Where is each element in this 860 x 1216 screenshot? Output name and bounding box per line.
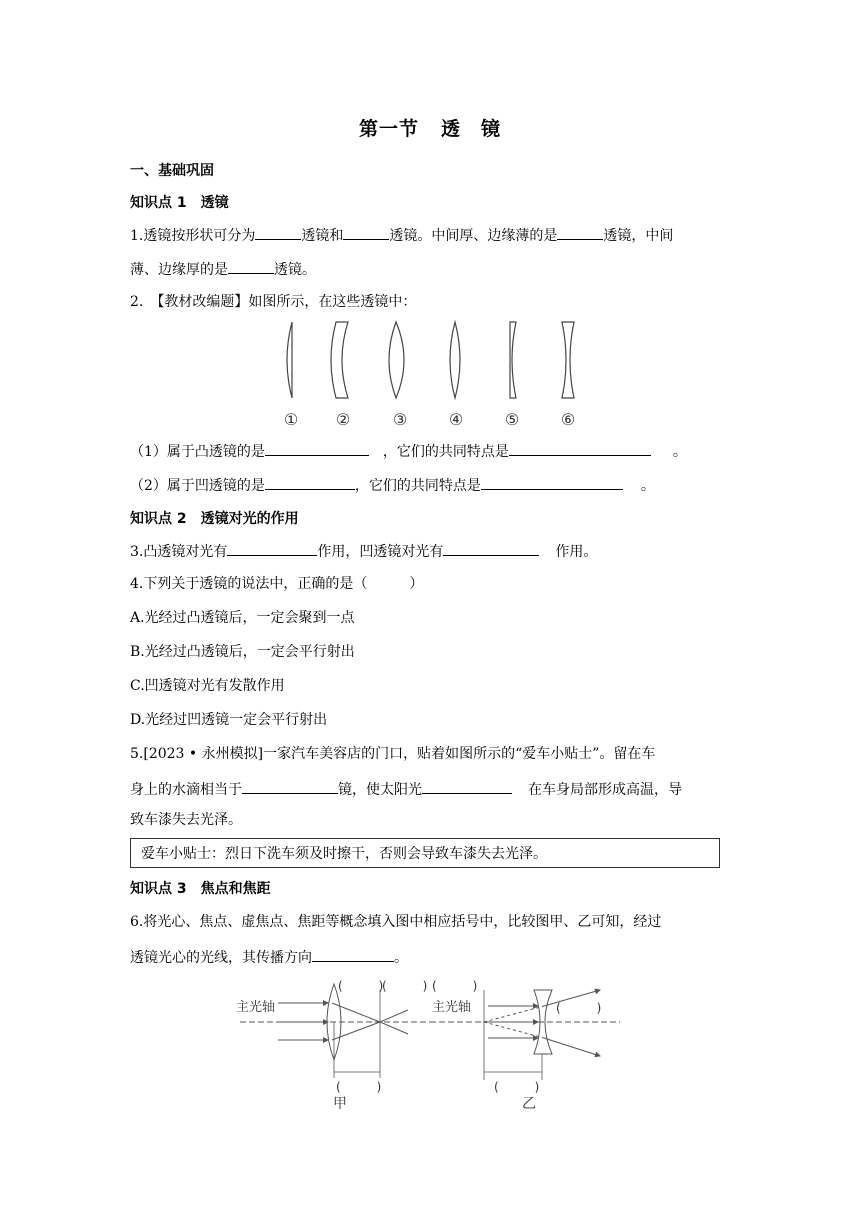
lens-label-2: ② — [335, 410, 351, 428]
text: ，它们的共同特点是 — [354, 478, 481, 494]
answer-blank[interactable] — [228, 258, 274, 274]
section-heading: 一、基础巩固 — [130, 163, 214, 179]
text: 。 — [672, 444, 687, 460]
text: 透镜光心的光线，其传播方向 — [130, 950, 312, 966]
answer-blank[interactable] — [265, 440, 369, 456]
text: 1.透镜按形状可分为 — [130, 228, 256, 244]
text: 。 — [394, 950, 408, 966]
question-5-line2 — [130, 778, 682, 800]
lens-meniscus-concave — [331, 322, 348, 398]
text: 3.凸透镜对光有 — [130, 544, 228, 560]
option-b[interactable]: B.光经过凸透镜后，一定会平行射出 — [130, 644, 355, 660]
title-part2: 透 镜 — [441, 118, 502, 140]
question-6-line1: 6.将光心、焦点、虚焦点、焦距等概念填入图中相应括号中，比较图甲、乙可知，经过 — [130, 914, 662, 930]
lens-biconvex — [450, 322, 460, 398]
paren-focal-length: ( ) — [494, 1080, 540, 1094]
lens-biconcave — [562, 322, 574, 398]
answer-blank[interactable] — [242, 778, 338, 794]
answer-blank[interactable] — [443, 540, 539, 556]
question-5-line3: 致车漆失去光泽。 — [130, 812, 242, 828]
question-5-line1: 5.[2023 • 永州模拟]一家汽车美容店的门口，贴着如图所示的“爱车小贴士”。留在车 — [130, 746, 656, 762]
lens-label-3: ③ — [392, 410, 408, 428]
question-6-line2 — [130, 946, 408, 968]
answer-blank[interactable] — [557, 224, 603, 240]
text: 透镜。中间厚、边缘薄的是 — [389, 228, 558, 244]
principal-axis-label: 主光轴 — [236, 1000, 276, 1015]
text: 透镜，中间 — [603, 228, 674, 244]
knowledge-point-3: 知识点 3 焦点和焦距 — [130, 881, 271, 897]
lens-meniscus-convex — [389, 322, 404, 398]
question-3 — [130, 540, 597, 562]
text: 透镜和 — [301, 228, 344, 244]
lens-label-5: ⑤ — [504, 410, 520, 428]
question-2-sub1 — [130, 440, 687, 462]
text: 镜，使太阳光 — [338, 782, 422, 798]
text: ，它们的共同特点是 — [382, 444, 509, 460]
question-2-sub2 — [130, 474, 655, 496]
question-2-intro: 2. 【教材改编题】如图所示，在这些透镜中： — [130, 294, 417, 310]
answer-blank[interactable] — [265, 474, 355, 490]
principal-axis-label: 主光轴 — [432, 1000, 472, 1015]
lens-figure — [270, 316, 590, 428]
text: 在车身局部形成高温，导 — [528, 782, 682, 798]
paren-focus: ( ) — [382, 979, 428, 993]
option-c[interactable]: C.凹透镜对光有发散作用 — [130, 678, 285, 694]
answer-blank[interactable] — [343, 224, 389, 240]
answer-blank[interactable] — [312, 946, 394, 962]
text: 薄、边缘厚的是 — [130, 262, 228, 278]
knowledge-point-1: 知识点 1 透镜 — [130, 195, 229, 211]
lens-label-6: ⑥ — [560, 410, 576, 428]
car-care-tip-box: 爱车小贴士：烈日下洗车须及时擦干，否则会导致车漆失去光泽。 — [130, 838, 720, 868]
answer-blank[interactable] — [422, 778, 512, 794]
lens-plano-convex — [287, 322, 292, 398]
question-1-line1 — [130, 224, 673, 246]
text: （2）属于凹透镜的是 — [130, 478, 265, 494]
page-title — [0, 114, 860, 141]
figure-label-b: 乙 — [522, 1096, 536, 1110]
lens-label-1: ① — [283, 410, 299, 428]
paren-focal-length: ( ) — [336, 1080, 382, 1094]
figure-label-a: 甲 — [333, 1096, 347, 1110]
paren-optical-center: ( ) — [556, 1001, 602, 1015]
lens-label-4: ④ — [448, 410, 464, 428]
text: 作用。 — [555, 544, 598, 560]
question-4-stem: 4.下列关于透镜的说法中，正确的是（ ） — [130, 576, 424, 592]
paren-optical-center: ( ) — [338, 979, 384, 993]
figure-convex-lens — [230, 970, 440, 1110]
answer-blank[interactable] — [255, 224, 301, 240]
option-d[interactable]: D.光经过凹透镜一定会平行射出 — [130, 712, 328, 728]
answer-blank[interactable] — [227, 540, 317, 556]
knowledge-point-2: 知识点 2 透镜对光的作用 — [130, 511, 299, 527]
text: （1）属于凸透镜的是 — [130, 444, 265, 460]
option-a[interactable]: A.光经过凸透镜后，一定会聚到一点 — [130, 610, 355, 626]
text: 作用，凹透镜对光有 — [317, 544, 444, 560]
title-part1: 第一节 — [358, 118, 419, 140]
question-1-line2 — [130, 258, 316, 280]
answer-blank[interactable] — [509, 440, 651, 456]
lens-plano-concave — [510, 322, 516, 398]
answer-blank[interactable] — [481, 474, 623, 490]
text: 。 — [640, 478, 655, 494]
text: 身上的水滴相当于 — [130, 782, 242, 798]
figure-concave-lens — [420, 970, 630, 1110]
text: 透镜。 — [274, 262, 316, 278]
paren-virtual-focus: ( ) — [432, 979, 478, 993]
